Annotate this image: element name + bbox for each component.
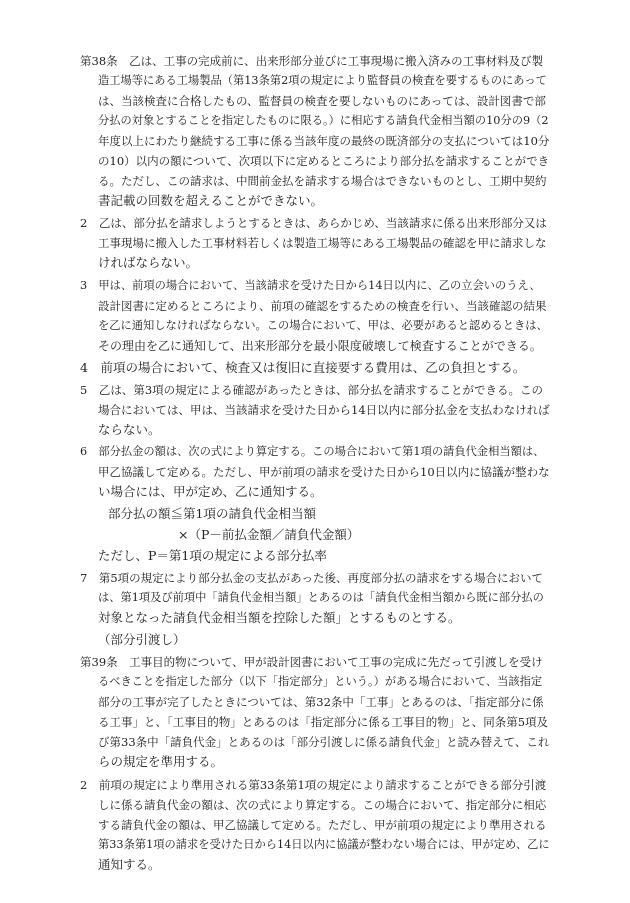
article-38-line-6: の10）以内の額について、次項以下に定めるところにより部分払を請求することができ — [98, 154, 550, 168]
article-38-para-4-line-1: 4 前項の場合において、検査又は復旧に直接要する費用は、乙の負担とする。 — [80, 360, 526, 375]
article-39-para-2-line-2: しに係る請負代金の額は、次の式により算定する。この場合において、指定部分に相応 — [98, 798, 547, 812]
article-38-para-6-line-2: 甲乙協議して定める。ただし、甲が前項の請求を受けた日から10日以内に協議が整わな — [98, 465, 550, 479]
article-38-para-3-line-3: を乙に通知しなければならない。この場合において、甲は、必要があると認めるときは、 — [98, 319, 548, 332]
article-38-para-3-line-1: 3 甲は、前項の場合において、当該請求を受けた日から14日以内に、乙の立会いのうえ、 — [80, 279, 541, 292]
article-38-para-7-line-3: 対象となった請負代金相当額を控除した額」とするものとする。 — [98, 610, 461, 625]
article-39-para-2-line-1: 2 前項の規定により準用される第33条第1項の規定により請求することができる部分引渡 — [80, 778, 547, 792]
article-38-para-5-line-3: ならない。 — [98, 422, 161, 437]
article-39-caption: （部分引渡し） — [98, 632, 186, 647]
article-39-line-6: らの規定を準用する。 — [98, 754, 224, 769]
article-38-para-3-line-4: その理由を乙に通知して、出来形部分を最小限度破壊して検査することができる。 — [98, 339, 542, 353]
article-38-line-2: 造工場等にある工場製品（第13条第2項の規定により監督員の検査を要するものにあって — [98, 74, 547, 87]
article-38-line-8: 書記載の回数を超えることができない。 — [98, 193, 324, 208]
article-38-para-5-line-1: 5 乙は、第3項の規定による確認があったときは、部分払を請求することができる。この — [80, 383, 544, 397]
article-38-para-7-line-2: は、第1項及び前項中「請負代金相当額」とあるのは「請負代金相当額から既に部分払の — [98, 591, 544, 604]
article-39-para-2-line-3: する請負代金の額は、甲乙協議して定める。ただし、甲が前項の規定により準用される — [98, 818, 547, 832]
article-38-line-3: は、当該検査に合格したもの、監督員の検査を要しないものにあっては、設計図書で部 — [98, 94, 546, 108]
article-38-line-4: 分払の対象とすることを指定したものに限る。）に相応する請負代金相当額の10分の9（2 — [98, 114, 549, 127]
article-38-para-2-line-2: 工事現場に搬入した工事材料若しくは製造工場等にある工場製品の確認を甲に請求しな — [98, 236, 547, 250]
article-38-line-1: 第38条 乙は、工事の完成前に、出来形部分並びに工事現場に搬入済みの工事材料及び製 — [80, 54, 544, 68]
article-39-para-2-line-4: 第33条第1項の請求を受けた日から14日以内に協議が整わない場合には、甲が定め、乙に — [98, 838, 550, 851]
article-39-line-3: 部分の工事が完了したときについては、第32条中「工事」とあるのは、「指定部分に係 — [98, 695, 544, 709]
article-38-para-6-line-3: い場合には、甲が定め、乙に通知する。 — [98, 484, 323, 499]
article-39-line-1: 第39条 工事目的物について、甲が設計図書において工事の完成に先だって引渡しを受け — [80, 655, 543, 669]
article-38-para-2-line-3: ければならない。 — [98, 255, 199, 270]
formula-note: ただし、P＝第1項の規定による部分払率 — [98, 548, 327, 563]
article-38-para-2-line-1: 2 乙は、部分払を請求しようとするときは、あらかじめ、当該請求に係る出来形部分又は — [80, 216, 547, 230]
article-39-line-5: び第33条中「請負代金」とあるのは「部分引渡しに係る請負代金」と読み替えて、これ — [98, 735, 550, 749]
article-38-para-7-line-1: 7 第5項の規定により部分払金の支払があった後、再度部分払の請求をする場合において — [80, 571, 544, 585]
formula-line-2: ×（P－前払金額／請負代金額） — [178, 527, 360, 542]
article-38-para-3-line-2: 設計図書に定めるところにより、前項の確認をするための検査を行い、当該確認の結果 — [98, 299, 547, 313]
article-39-line-4: る工事」と、「工事目的物」とあるのは「指定部分に係る工事目的物」と、同条第5項及 — [98, 715, 549, 729]
formula-line-1: 部分払の額≦第1項の請負代金相当額 — [108, 506, 316, 521]
article-39-para-2-line-5: 通知する。 — [98, 857, 161, 872]
article-39-line-2: るべきことを指定した部分（以下「指定部分」という。）がある場合において、当該指定 — [98, 675, 543, 688]
article-38-line-7: る。ただし、この請求は、中間前金払を請求する場合はできないものとし、工期中契約 — [98, 174, 547, 188]
article-38-line-5: 年度以上にわたり継続する工事に係る当該年度の最終の既済部分の支払については10分 — [98, 134, 550, 148]
article-38-para-6-line-1: 6 部分払金の額は、次の式により算定する。この場合において第1項の請負代金相当額は、 — [80, 445, 545, 458]
article-38-para-5-line-2: 場合においては、甲は、当該請求を受けた日から14日以内に部分払金を支払わなければ — [98, 403, 550, 417]
